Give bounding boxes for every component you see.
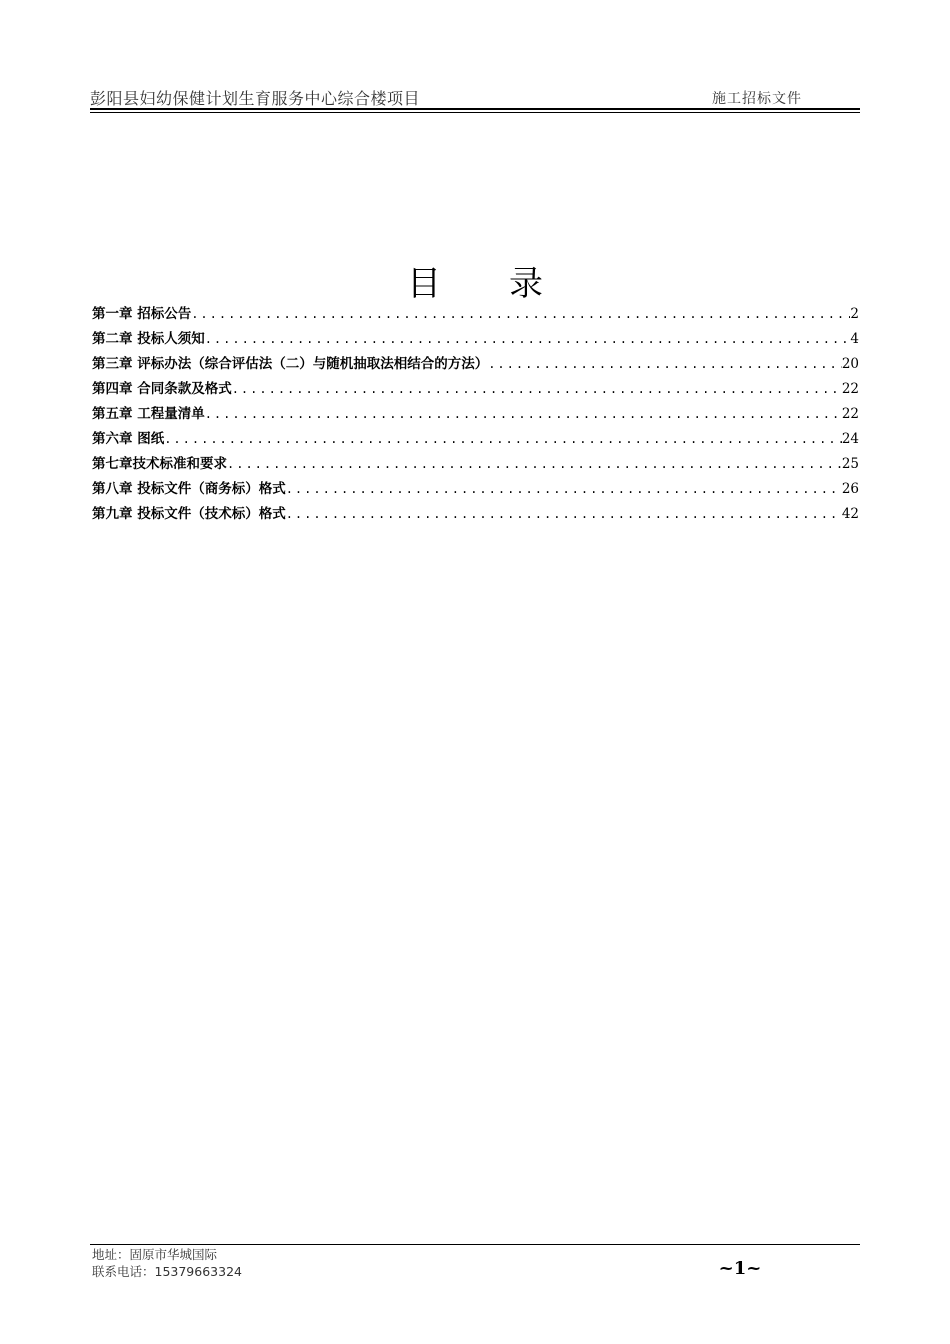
toc-entry[interactable] [92,402,859,427]
toc-entry-label: 第八章 投标文件（商务标）格式 [92,481,286,497]
toc-entry[interactable] [92,427,859,452]
toc-entry-label: 第九章 投标文件（技术标）格式 [92,506,286,522]
toc-leader-dots [205,407,842,421]
toc-title: 目录 [407,264,611,304]
toc-leader-dots [191,307,850,321]
toc-entry-page: 2 [850,306,859,322]
toc-leader-dots [232,382,842,396]
toc-entry[interactable] [92,352,859,377]
table-of-contents [92,302,859,527]
toc-entry-page: 4 [850,331,859,347]
toc-entry[interactable] [92,502,859,527]
toc-entry-label: 第五章 工程量清单 [92,406,205,422]
toc-entry-page: 42 [841,506,859,522]
page-header [90,86,860,108]
toc-entry-label: 第七章技术标准和要求 [92,456,227,472]
toc-leader-dots [488,357,842,371]
toc-entry-page: 25 [841,456,859,472]
toc-entry-page: 22 [841,381,859,397]
footer-address: 地址：固原市华城国际 [92,1247,218,1262]
footer-phone: 联系电话：15379663324 [92,1264,242,1279]
toc-entry-label: 第三章 评标办法（综合评估法（二）与随机抽取法相结合的方法） [92,356,489,372]
toc-entry-label: 第四章 合同条款及格式 [92,381,232,397]
page-number: ~1~ [718,1258,762,1279]
toc-entry-label: 第二章 投标人须知 [92,331,205,347]
header-divider-thin [90,112,860,113]
header-divider [90,108,860,110]
toc-entry[interactable] [92,452,859,477]
toc-leader-dots [286,482,842,496]
toc-entry-label: 第六章 图纸 [92,431,165,447]
toc-leader-dots [227,457,842,471]
toc-entry[interactable] [92,327,859,352]
toc-entry[interactable] [92,377,859,402]
toc-entry-label: 第一章 招标公告 [92,306,192,322]
toc-leader-dots [205,332,851,346]
toc-entry-page: 26 [841,481,859,497]
toc-leader-dots [164,432,842,446]
toc-entry[interactable] [92,302,859,327]
toc-entry[interactable] [92,477,859,502]
project-title: 彭阳县妇幼保健计划生育服务中心综合楼项目 [90,89,421,108]
toc-entry-page: 22 [841,406,859,422]
toc-entry-page: 20 [841,356,859,372]
toc-entry-page: 24 [841,431,859,447]
document-type: 施工招标文件 [712,91,802,107]
toc-leader-dots [286,507,842,521]
